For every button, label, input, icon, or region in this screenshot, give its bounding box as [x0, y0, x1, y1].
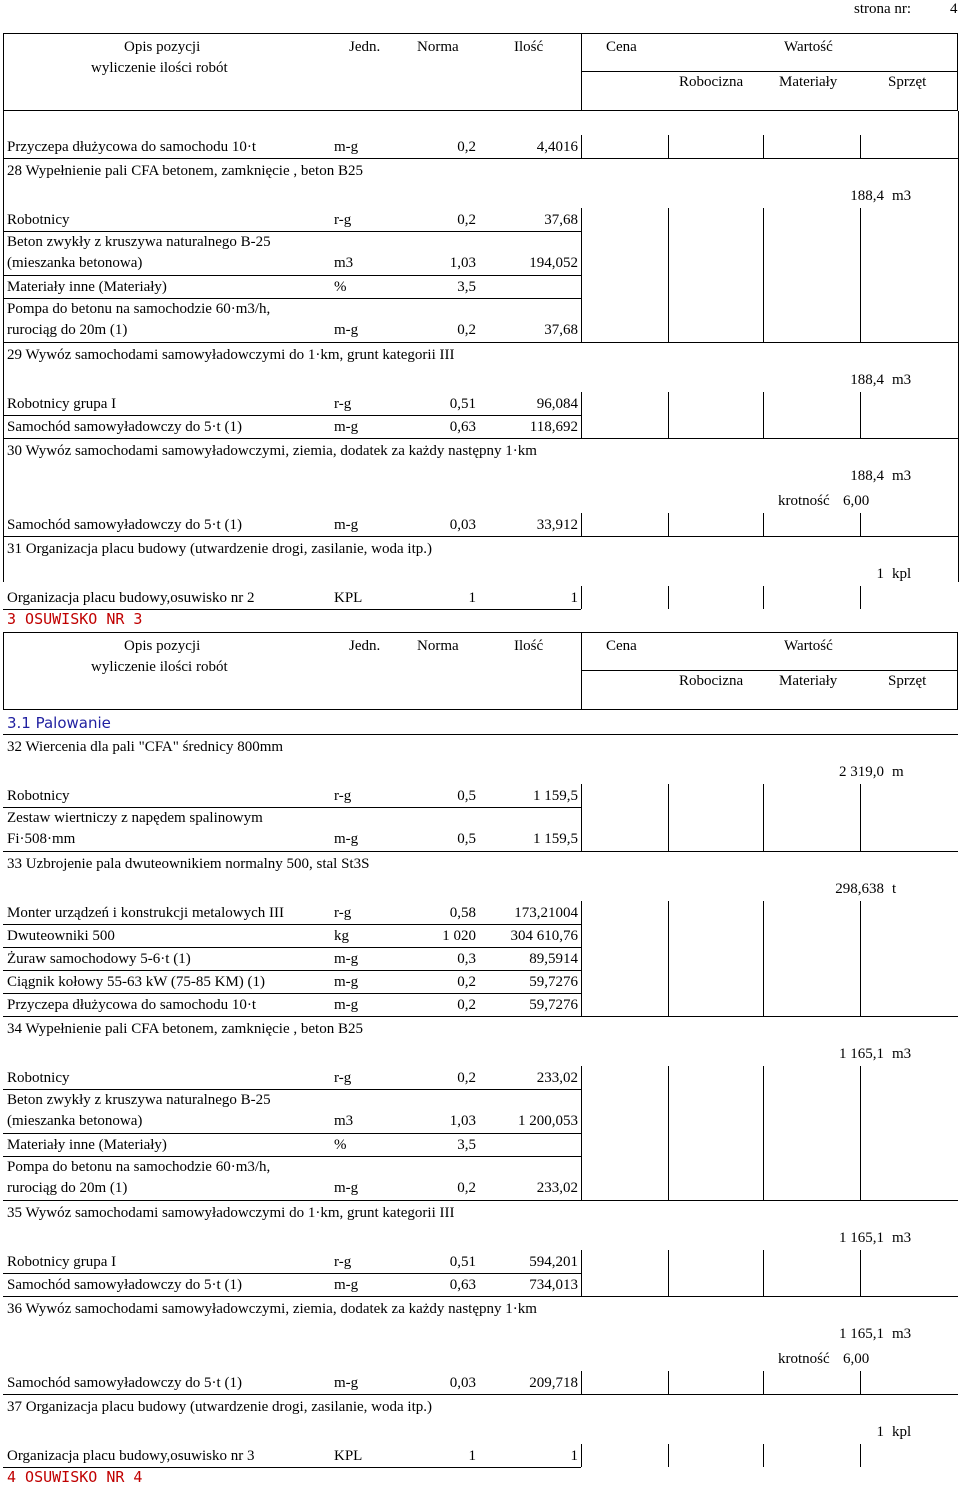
v-rule [668, 1444, 669, 1467]
v-rule [763, 392, 764, 415]
header-ilosc: Ilość [514, 39, 544, 55]
resource-norma: 1 [468, 1448, 476, 1464]
resource-norma: 0,5 [457, 788, 476, 804]
h-rule [3, 158, 958, 159]
v-rule [581, 1444, 582, 1467]
resource-unit: m-g [334, 1180, 359, 1196]
quantity-unit: kpl [892, 566, 912, 582]
resource-name: Samochód samowyładowczy do 5·t (1) [7, 517, 242, 533]
v-rule [763, 135, 764, 158]
krotnosc-label: krotność [778, 493, 830, 509]
v-rule [860, 208, 861, 231]
resource-norma: 0,03 [449, 1375, 476, 1391]
h-rule [3, 342, 958, 343]
resource-name: Przyczepa dłużycowa do samochodu 10·t [7, 139, 257, 155]
v-rule [581, 298, 582, 342]
v-rule [763, 1133, 764, 1156]
v-rule [860, 784, 861, 807]
resource-norma: 1 020 [442, 928, 476, 944]
position-title: 29 Wywóz samochodami samowyładowczymi do 1·km, grunt kategorii III [7, 347, 455, 363]
resource-name: Robotnicy [7, 212, 70, 228]
header-cena: Cena [606, 39, 637, 55]
resource-ilosc: 233,02 [536, 1180, 578, 1196]
position-title: 37 Organizacja placu budowy (utwardzenie drogi, zasilanie, woda itp.) [7, 1399, 432, 1415]
resource-unit: m-g [334, 517, 359, 533]
v-rule [668, 924, 669, 947]
v-rule [860, 1089, 861, 1133]
resource-unit: kg [334, 928, 349, 944]
quantity-unit: m3 [892, 372, 912, 388]
v-rule [860, 1371, 861, 1394]
resource-unit: KPL [334, 590, 363, 606]
resource-name: Robotnicy [7, 788, 70, 804]
v-rule [581, 275, 582, 298]
quantity-unit: t [892, 881, 897, 897]
v-rule [763, 1273, 764, 1296]
resource-name: Robotnicy [7, 1070, 70, 1086]
v-rule [668, 1156, 669, 1200]
resource-norma: 3,5 [457, 1137, 476, 1153]
v-rule [581, 970, 582, 993]
resource-ilosc: 59,7276 [529, 997, 578, 1013]
krotnosc-value: 6,00 [843, 493, 870, 509]
header-materialy: Materiały [779, 673, 838, 689]
v-rule [668, 415, 669, 438]
resource-ilosc: 89,5914 [529, 951, 578, 967]
resource-name-line2: rurociąg do 20m (1) [7, 322, 128, 338]
quantity-value: 1 165,1 [839, 1326, 884, 1342]
v-rule [581, 947, 582, 970]
header-wartosc: Wartość [784, 638, 833, 654]
v-rule [581, 807, 582, 851]
quantity-value: 1 [876, 566, 884, 582]
quantity-value: 298,638 [835, 881, 884, 897]
v-rule [581, 784, 582, 807]
v-rule [763, 298, 764, 342]
v-rule [763, 1156, 764, 1200]
resource-norma: 0,51 [449, 396, 476, 412]
resource-unit: r-g [334, 212, 352, 228]
quantity-unit: m [892, 764, 904, 780]
resource-unit: m-g [334, 974, 359, 990]
resource-norma: 0,5 [457, 831, 476, 847]
header-cena: Cena [606, 638, 637, 654]
v-rule [860, 901, 861, 924]
section-heading: 4 OSUWISKO NR 4 [7, 1468, 143, 1486]
resource-unit: m3 [334, 1113, 354, 1129]
resource-name-line1: Beton zwykły z kruszywa naturalnego B-25 [7, 234, 271, 250]
quantity-value: 188,4 [850, 468, 884, 484]
quantity-unit: m3 [892, 1326, 912, 1342]
v-rule [581, 632, 582, 710]
v-rule [860, 231, 861, 275]
v-rule [763, 1444, 764, 1467]
v-rule [860, 1444, 861, 1467]
v-rule [763, 513, 764, 536]
quantity-value: 188,4 [850, 372, 884, 388]
v-rule [581, 901, 582, 924]
position-title: 35 Wywóz samochodami samowyładowczymi do 1·km, grunt kategorii III [7, 1205, 455, 1221]
header-materialy: Materiały [779, 74, 838, 90]
v-rule [763, 901, 764, 924]
v-rule [668, 135, 669, 158]
v-rule [581, 924, 582, 947]
resource-unit: m-g [334, 1277, 359, 1293]
position-title: 34 Wypełnienie pali CFA betonem, zamknięcie , beton B25 [7, 1021, 363, 1037]
resource-name: Ciągnik kołowy 55-63 kW (75-85 KM) (1) [7, 974, 266, 990]
v-rule [581, 415, 582, 438]
position-title: 31 Organizacja placu budowy (utwardzenie drogi, zasilanie, woda itp.) [7, 541, 432, 557]
v-rule [668, 298, 669, 342]
header-jedn: Jedn. [349, 638, 381, 654]
resource-ilosc: 1 [570, 590, 578, 606]
v-rule [860, 947, 861, 970]
resource-name: Robotnicy grupa I [7, 1254, 117, 1270]
v-rule [581, 1156, 582, 1200]
position-title: 30 Wywóz samochodami samowyładowczymi, ziemia, dodatek za każdy następny 1·km [7, 443, 537, 459]
quantity-unit: m3 [892, 188, 912, 204]
resource-norma: 0,2 [457, 997, 476, 1013]
v-rule [763, 208, 764, 231]
h-rule [3, 298, 581, 299]
resource-name-line2: rurociąg do 20m (1) [7, 1180, 128, 1196]
resource-name: Monter urządzeń i konstrukcji metalowych III [7, 905, 284, 921]
quantity-value: 1 165,1 [839, 1230, 884, 1246]
h-rule [3, 970, 581, 971]
v-rule [860, 1250, 861, 1273]
v-rule [581, 208, 582, 231]
resource-unit: m-g [334, 1375, 359, 1391]
resource-unit: r-g [334, 1070, 352, 1086]
resource-ilosc: 59,7276 [529, 974, 578, 990]
h-rule [3, 1273, 581, 1274]
h-rule [3, 438, 958, 439]
resource-norma: 0,2 [457, 139, 476, 155]
v-rule [860, 298, 861, 342]
h-rule [3, 1296, 958, 1297]
h-rule [3, 1156, 581, 1157]
page-number-label: strona nr: [854, 1, 912, 17]
v-rule [668, 1133, 669, 1156]
resource-norma: 0,51 [449, 1254, 476, 1270]
v-rule [860, 1133, 861, 1156]
h-rule [3, 415, 581, 416]
resource-unit: r-g [334, 396, 352, 412]
v-rule [958, 111, 959, 582]
subsection-heading: 3.1 Palowanie [7, 714, 111, 732]
resource-name-line1: Beton zwykły z kruszywa naturalnego B-25 [7, 1092, 271, 1108]
resource-unit: m-g [334, 831, 359, 847]
v-rule [581, 33, 582, 111]
v-rule [763, 784, 764, 807]
header-norma: Norma [417, 39, 459, 55]
resource-norma: 0,3 [457, 951, 476, 967]
v-rule [860, 1066, 861, 1089]
position-title: 33 Uzbrojenie pala dwuteownikiem normalny 500, stal St3S [7, 856, 370, 872]
resource-unit: m-g [334, 322, 359, 338]
v-rule [581, 231, 582, 275]
header-ilosc: Ilość [514, 638, 544, 654]
resource-unit: m3 [334, 255, 354, 271]
resource-name: Samochód samowyładowczy do 5·t (1) [7, 1375, 242, 1391]
header-sprzet: Sprzęt [888, 673, 927, 689]
resource-ilosc: 33,912 [536, 517, 578, 533]
h-rule [3, 275, 581, 276]
resource-unit: m-g [334, 139, 359, 155]
h-rule [3, 1089, 581, 1090]
h-rule [3, 1016, 958, 1017]
resource-ilosc: 173,21004 [514, 905, 578, 921]
v-rule [860, 807, 861, 851]
v-rule [860, 586, 861, 609]
v-rule [860, 513, 861, 536]
page-number: 4 [950, 1, 958, 17]
resource-name-line2: (mieszanka betonowa) [7, 1113, 143, 1129]
v-rule [581, 1250, 582, 1273]
v-rule [581, 513, 582, 536]
resource-ilosc: 734,013 [529, 1277, 578, 1293]
resource-name: Organizacja placu budowy,osuwisko nr 2 [7, 590, 255, 606]
v-rule [860, 392, 861, 415]
quantity-unit: m3 [892, 1046, 912, 1062]
resource-name: Samochód samowyładowczy do 5·t (1) [7, 1277, 242, 1293]
v-rule [763, 947, 764, 970]
resource-name-line2: Fi·508·mm [7, 831, 76, 847]
resource-ilosc: 1 159,5 [533, 788, 578, 804]
header-robocizna: Robocizna [679, 74, 744, 90]
v-rule [763, 993, 764, 1016]
h-rule [3, 1133, 581, 1134]
v-rule [668, 807, 669, 851]
v-rule [860, 924, 861, 947]
resource-norma: 0,2 [457, 974, 476, 990]
h-rule [3, 1394, 958, 1395]
quantity-unit: kpl [892, 1424, 912, 1440]
section-heading: 3 OSUWISKO NR 3 [7, 610, 143, 628]
v-rule [763, 970, 764, 993]
v-rule [860, 970, 861, 993]
header-opis-pozycji: Opis pozycji [124, 638, 201, 654]
resource-ilosc: 37,68 [544, 322, 578, 338]
v-rule [668, 208, 669, 231]
quantity-value: 188,4 [850, 188, 884, 204]
v-rule [668, 1089, 669, 1133]
krotnosc-value: 6,00 [843, 1351, 870, 1367]
resource-name: Organizacja placu budowy,osuwisko nr 3 [7, 1448, 255, 1464]
resource-norma: 3,5 [457, 279, 476, 295]
v-rule [668, 1273, 669, 1296]
resource-norma: 0,2 [457, 322, 476, 338]
resource-ilosc: 4,4016 [536, 139, 578, 155]
v-rule [668, 993, 669, 1016]
v-rule [581, 392, 582, 415]
resource-ilosc: 37,68 [544, 212, 578, 228]
h-rule [3, 231, 581, 232]
h-rule [3, 734, 958, 735]
resource-unit: r-g [334, 788, 352, 804]
header-opis-pozycji: Opis pozycji [124, 39, 201, 55]
resource-norma: 0,03 [449, 517, 476, 533]
v-rule [763, 1250, 764, 1273]
v-rule [668, 901, 669, 924]
resource-norma: 1 [468, 590, 476, 606]
v-rule [668, 231, 669, 275]
v-rule [668, 1371, 669, 1394]
header-wyliczenie: wyliczenie ilości robót [91, 60, 228, 76]
v-rule [581, 1273, 582, 1296]
h-rule [3, 536, 958, 537]
resource-norma: 1,03 [449, 1113, 476, 1129]
v-rule [860, 993, 861, 1016]
v-rule [581, 1133, 582, 1156]
resource-unit: m-g [334, 951, 359, 967]
resource-ilosc: 118,692 [529, 419, 578, 435]
v-rule [763, 807, 764, 851]
resource-name: Robotnicy grupa I [7, 396, 117, 412]
h-rule [3, 851, 958, 852]
header-norma: Norma [417, 638, 459, 654]
resource-unit: % [334, 279, 347, 295]
resource-ilosc: 304 610,76 [510, 928, 578, 944]
resource-norma: 0,63 [449, 1277, 476, 1293]
resource-norma: 1,03 [449, 255, 476, 271]
resource-name-line1: Pompa do betonu na samochodzie 60·m3/h, [7, 301, 271, 317]
resource-name: Żuraw samochodowy 5-6·t (1) [7, 951, 191, 967]
v-rule [581, 586, 582, 609]
resource-ilosc: 1 [570, 1448, 578, 1464]
v-rule [3, 111, 4, 582]
v-rule [668, 1066, 669, 1089]
resource-ilosc: 194,052 [529, 255, 578, 271]
position-title: 32 Wiercenia dla pali "CFA" średnicy 800mm [7, 739, 284, 755]
resource-name: Materiały inne (Materiały) [7, 279, 167, 295]
v-rule [763, 586, 764, 609]
resource-name: Samochód samowyładowczy do 5·t (1) [7, 419, 242, 435]
v-rule [763, 231, 764, 275]
v-rule [668, 513, 669, 536]
resource-ilosc: 1 159,5 [533, 831, 578, 847]
resource-name: Przyczepa dłużycowa do samochodu 10·t [7, 997, 257, 1013]
h-rule [581, 670, 958, 671]
resource-norma: 0,58 [449, 905, 476, 921]
v-rule [668, 970, 669, 993]
quantity-value: 2 319,0 [839, 764, 884, 780]
v-rule [763, 1066, 764, 1089]
position-title: 36 Wywóz samochodami samowyładowczymi, ziemia, dodatek za każdy następny 1·km [7, 1301, 537, 1317]
krotnosc-label: krotność [778, 1351, 830, 1367]
resource-ilosc: 96,084 [536, 396, 578, 412]
v-rule [581, 993, 582, 1016]
resource-unit: m-g [334, 997, 359, 1013]
resource-ilosc: 594,201 [529, 1254, 578, 1270]
v-rule [668, 275, 669, 298]
v-rule [860, 135, 861, 158]
h-rule [3, 947, 581, 948]
resource-name-line1: Zestaw wiertniczy z napędem spalinowym [7, 810, 263, 826]
v-rule [763, 924, 764, 947]
v-rule [668, 1250, 669, 1273]
resource-unit: % [334, 1137, 347, 1153]
header-wyliczenie: wyliczenie ilości robót [91, 659, 228, 675]
v-rule [668, 586, 669, 609]
header-sprzet: Sprzęt [888, 74, 927, 90]
v-rule [763, 415, 764, 438]
v-rule [763, 1371, 764, 1394]
resource-name-line2: (mieszanka betonowa) [7, 255, 143, 271]
resource-ilosc: 1 200,053 [518, 1113, 578, 1129]
resource-unit: m-g [334, 419, 359, 435]
h-rule [3, 993, 581, 994]
resource-ilosc: 233,02 [536, 1070, 578, 1086]
v-rule [860, 415, 861, 438]
resource-norma: 0,2 [457, 212, 476, 228]
v-rule [860, 1273, 861, 1296]
resource-name: Dwuteowniki 500 [7, 928, 115, 944]
position-title: 28 Wypełnienie pali CFA betonem, zamknięcie , beton B25 [7, 163, 363, 179]
h-rule [581, 71, 958, 72]
quantity-unit: m3 [892, 468, 912, 484]
h-rule [3, 924, 581, 925]
v-rule [860, 275, 861, 298]
quantity-value: 1 [876, 1424, 884, 1440]
resource-ilosc: 209,718 [529, 1375, 578, 1391]
v-rule [581, 135, 582, 158]
v-rule [668, 784, 669, 807]
header-robocizna: Robocizna [679, 673, 744, 689]
resource-unit: r-g [334, 1254, 352, 1270]
resource-norma: 0,2 [457, 1180, 476, 1196]
resource-norma: 0,63 [449, 419, 476, 435]
v-rule [581, 1371, 582, 1394]
resource-unit: KPL [334, 1448, 363, 1464]
v-rule [668, 392, 669, 415]
resource-name: Materiały inne (Materiały) [7, 1137, 167, 1153]
v-rule [763, 1089, 764, 1133]
resource-name-line1: Pompa do betonu na samochodzie 60·m3/h, [7, 1159, 271, 1175]
v-rule [668, 947, 669, 970]
quantity-unit: m3 [892, 1230, 912, 1246]
v-rule [581, 1066, 582, 1089]
v-rule [763, 275, 764, 298]
header-jedn: Jedn. [349, 39, 381, 55]
resource-unit: r-g [334, 905, 352, 921]
v-rule [860, 1156, 861, 1200]
h-rule [3, 1200, 958, 1201]
resource-norma: 0,2 [457, 1070, 476, 1086]
v-rule [581, 1089, 582, 1133]
header-wartosc: Wartość [784, 39, 833, 55]
h-rule [3, 807, 581, 808]
quantity-value: 1 165,1 [839, 1046, 884, 1062]
